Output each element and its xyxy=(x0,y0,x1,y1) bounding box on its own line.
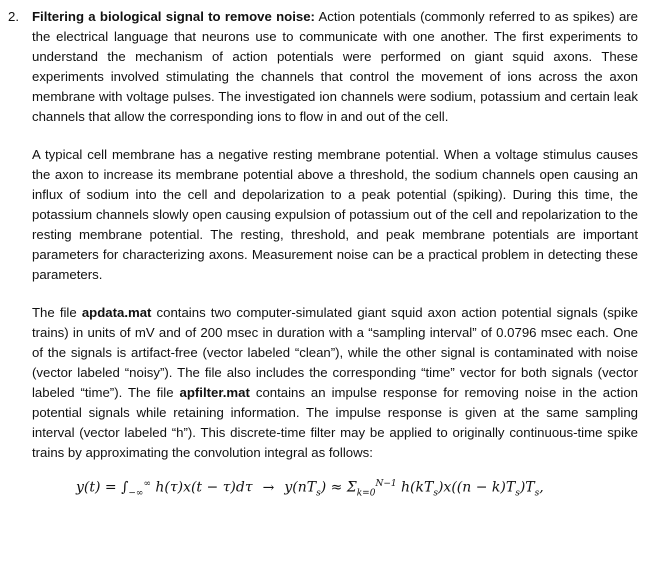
document xyxy=(8,7,646,498)
eq-arrow: → xyxy=(262,479,275,496)
problem-2 xyxy=(8,7,646,498)
eq-sum-upper: N−1 xyxy=(375,479,397,489)
eq-rhs-f: , xyxy=(539,479,544,496)
paragraph-3-text-b: contains two computer-simulated giant squid axon action potential signals (spike trains) in units of mV and of 200 msec in duration with a “sampling interval” of 0.0796 msec each. One of the signals is artifact-free (vector labeled “clean”), while the other signal is contaminated with noise (vector labeled “noisy”). The file also includes the corresponding “time” vector for both signals (vector labeled “time”). The file xyxy=(32,305,638,400)
eq-rhs-d: )x((n − k)T xyxy=(437,479,516,496)
eq-rhs-b: ) ≈ Σ xyxy=(320,479,357,496)
paragraph-3-text-c: contains an impulse response for removing noise in the action potential signals while retaining information. The impulse response is given at the same sampling interval (vector labeled “h”). This discrete-time filter may be applied to originally continuous-time spike trains by approximating the convolution integral as follows: xyxy=(32,385,638,460)
eq-integral-upper: ∞ xyxy=(143,479,151,489)
convolution-equation xyxy=(76,479,638,498)
problem-number: 2. xyxy=(8,9,19,24)
problem-body xyxy=(32,7,638,498)
eq-integral-lower: −∞ xyxy=(128,488,144,499)
eq-rhs-sub-2: s xyxy=(433,488,438,499)
eq-lhs-b: h(τ)x(t − τ)dτ xyxy=(150,479,253,496)
problem-title: Filtering a biological signal to remove noise: xyxy=(32,9,315,24)
eq-lhs-a: y(t) = ∫ xyxy=(76,479,129,496)
paragraph-2: A typical cell membrane has a negative resting membrane potential. When a voltage stimulus causes the axon to increase its membrane potential above a threshold, the sodium channels open causing an influx of sodium into the cell and depolarization to a peak potential (spiking). During this time, the potassium channels slowly open causing expulsion of potassium out of the cell and repolarization to the resting membrane potential. The resting, threshold, and peak membrane potentials are important parameters for characterizing axons. Measurement noise can be a practical problem in detecting these parameters. xyxy=(32,147,638,282)
eq-sum-lower: k=0 xyxy=(356,488,376,499)
eq-rhs-e: )T xyxy=(519,479,535,496)
eq-rhs-c: h(kT xyxy=(396,479,434,496)
eq-rhs-sub-1: s xyxy=(316,488,321,499)
eq-rhs-a: y(nT xyxy=(284,479,317,496)
paragraph-1-text: Action potentials (commonly referred to as spikes) are the electrical language that neurons use to communicate with one another. The first experiments to understand the mechanism of action potentials were performed on giant squid axons. These experiments involved stimulating the channels that control the movement of ions across the axon membrane with voltage pulses. The investigated ion channels were sodium, potassium and certain leak channels that allow the corresponding ions to flow in and out of the cell. xyxy=(32,9,639,124)
paragraph-3 xyxy=(32,303,638,463)
file-apdata: apdata.mat xyxy=(81,305,152,320)
paragraph-3-text-a: The file xyxy=(32,305,82,320)
paragraph-1 xyxy=(32,7,638,127)
eq-rhs-sub-4: s xyxy=(534,488,540,499)
eq-rhs-sub-3: s xyxy=(515,488,520,499)
file-apfilter: apfilter.mat xyxy=(179,385,250,400)
